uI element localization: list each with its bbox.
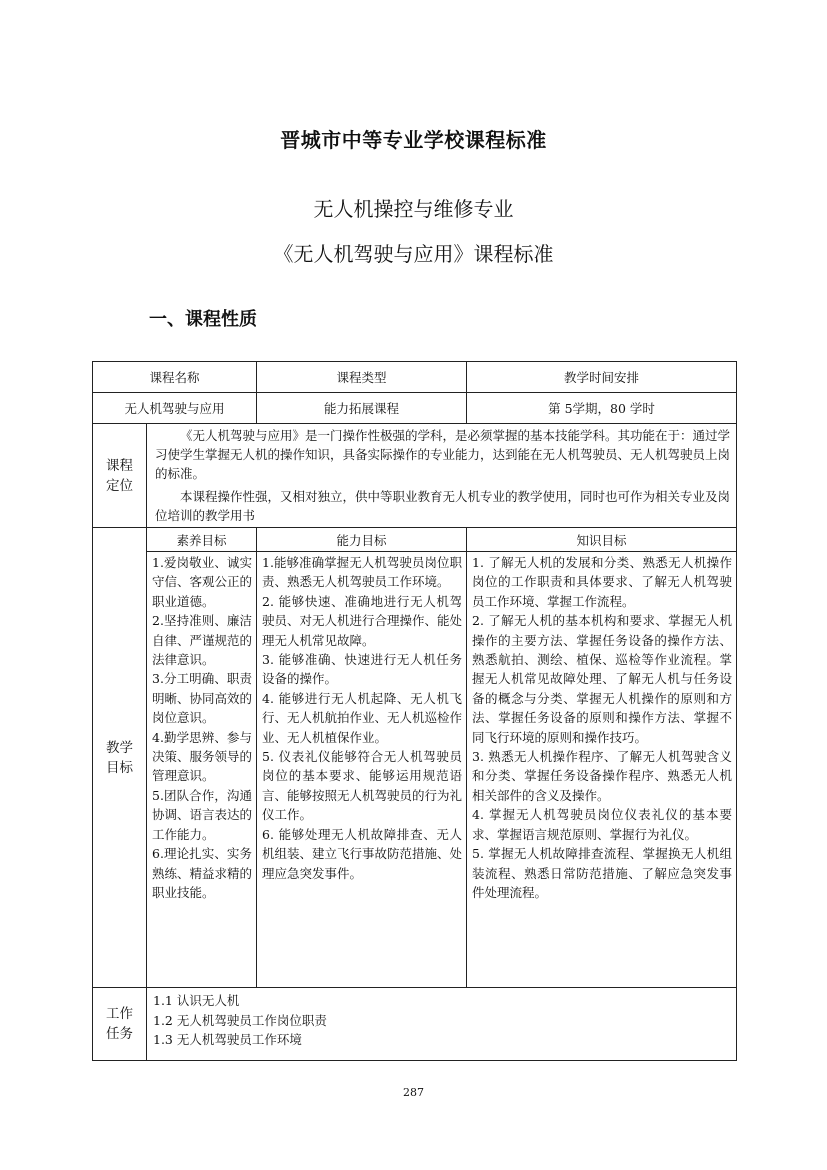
course-standard-table [92, 361, 737, 1061]
literacy-header: 素养目标 [147, 528, 257, 552]
objectives-label: 教学 目标 [93, 528, 147, 988]
list-item: 2. 了解无人机的基本机构和要求、掌握无人机操作的主要方法、掌握任务设备的操作方法、熟悉航拍、测绘、植保、巡检等作业流程。掌握无人机常见故障处理、了解无人机与任务设备的概念与分类、掌握无人机操作的原则和方法、掌握任务设备的原则和操作方法、掌握不同飞行环境的原则和操作技巧。 [472, 613, 733, 745]
list-item: 5. 掌握无人机故障排查流程、掌握换无人机组装流程、熟悉日常防范措施、了解应急突发事件处理流程。 [472, 846, 733, 900]
list-item: 1. 了解无人机的发展和分类、熟悉无人机操作岗位的工作职责和具体要求、了解无人机驾驶员工作环境、掌握工作流程。 [472, 555, 733, 609]
list-item: 1.1 认识无人机 [153, 993, 240, 1008]
positioning-paragraph: 《无人机驾驶与应用》是一门操作性极强的学科，是必须掌握的基本技能学科。其功能在于：通过学习使学生掌握无人机的操作知识，具备实际操作的专业能力，达到能在无人机驾驶员、无人机驾驶员上岗的标准。 [155, 428, 731, 481]
section-heading: 一、课程性质 [149, 309, 257, 330]
list-item: 1.爱岗敬业、诚实守信、客观公正的职业道德。 [152, 555, 253, 609]
positioning-content [147, 424, 737, 528]
course-info-row [93, 393, 737, 424]
positioning-paragraph: 本课程操作性强，又相对独立，供中等职业教育无人机专业的教学使用，同时也可作为相关专业及岗位培训的教学用书 [155, 489, 731, 523]
ability-header: 能力目标 [257, 528, 467, 552]
header-row [93, 362, 737, 393]
list-item: 4. 能够进行无人机起降、无人机飞行、无人机航拍作业、无人机巡检作业、无人机植保作业。 [262, 690, 463, 745]
course-name-cell: 无人机驾驶与应用 [93, 393, 257, 424]
list-item: 6. 能够处理无人机故障排查、无人机组装、建立飞行事故防范措施、处理应急突发事件。 [262, 826, 463, 881]
list-item: 5.团队合作，沟通协调、语言表达的工作能力。 [152, 787, 253, 842]
positioning-row [93, 424, 737, 528]
tasks-row [93, 988, 737, 1061]
list-item: 1.3 无人机驾驶员工作环境 [153, 1032, 302, 1047]
school-title: 晋城市中等专业学校课程标准 [280, 128, 547, 152]
list-item: 4.勤学思辨、参与决策、服务领导的管理意识。 [152, 729, 253, 784]
knowledge-goals [467, 552, 737, 988]
list-item: 2. 能够快速、准确地进行无人机驾驶员、对无人机进行合理操作、能处理无人机常见故障。 [262, 593, 463, 648]
list-item: 4. 掌握无人机驾驶员岗位仪表礼仪的基本要求、掌握语言规范原则、掌握行为礼仪。 [472, 807, 733, 842]
tasks-label: 工作 任务 [93, 988, 147, 1061]
tasks-content [147, 988, 737, 1061]
positioning-label: 课程 定位 [93, 424, 147, 528]
list-item: 3.分工明确、职责明晰、协同高效的岗位意识。 [152, 671, 253, 726]
schedule-cell: 第 5学期，80 学时 [467, 393, 737, 424]
literacy-goals [147, 552, 257, 988]
list-item: 1.能够准确掌握无人机驾驶员岗位职责、熟悉无人机驾驶员工作环境。 [262, 555, 463, 590]
course-type-cell: 能力拓展课程 [257, 393, 467, 424]
list-item: 6.理论扎实、实务熟练、精益求精的职业技能。 [152, 846, 253, 900]
course-title: 《无人机驾驶与应用》课程标准 [273, 242, 554, 266]
list-item: 3. 熟悉无人机操作程序、了解无人机驾驶含义和分类、掌握任务设备操作程序、熟悉无人机相关部件的含义及操作。 [472, 749, 733, 803]
list-item: 5. 仪表礼仪能够符合无人机驾驶员岗位的基本要求、能够运用规范语言、能够按照无人机驾驶员的行为礼仪工作。 [262, 749, 463, 823]
objectives-header-row [93, 528, 737, 552]
ability-goals [257, 552, 467, 988]
page-number: 287 [403, 1086, 424, 1099]
knowledge-header: 知识目标 [467, 528, 737, 552]
list-item: 1.2 无人机驾驶员工作岗位职责 [153, 1012, 327, 1028]
header-schedule: 教学时间安排 [467, 362, 737, 393]
header-course-type: 课程类型 [257, 362, 467, 393]
header-course-name: 课程名称 [93, 362, 257, 393]
major-title: 无人机操控与维修专业 [313, 197, 514, 221]
list-item: 2.坚持准则、廉洁自律、严谨规范的法律意识。 [152, 613, 253, 668]
list-item: 3. 能够准确、快速进行无人机任务设备的操作。 [262, 652, 463, 687]
objectives-content-row [93, 552, 737, 988]
